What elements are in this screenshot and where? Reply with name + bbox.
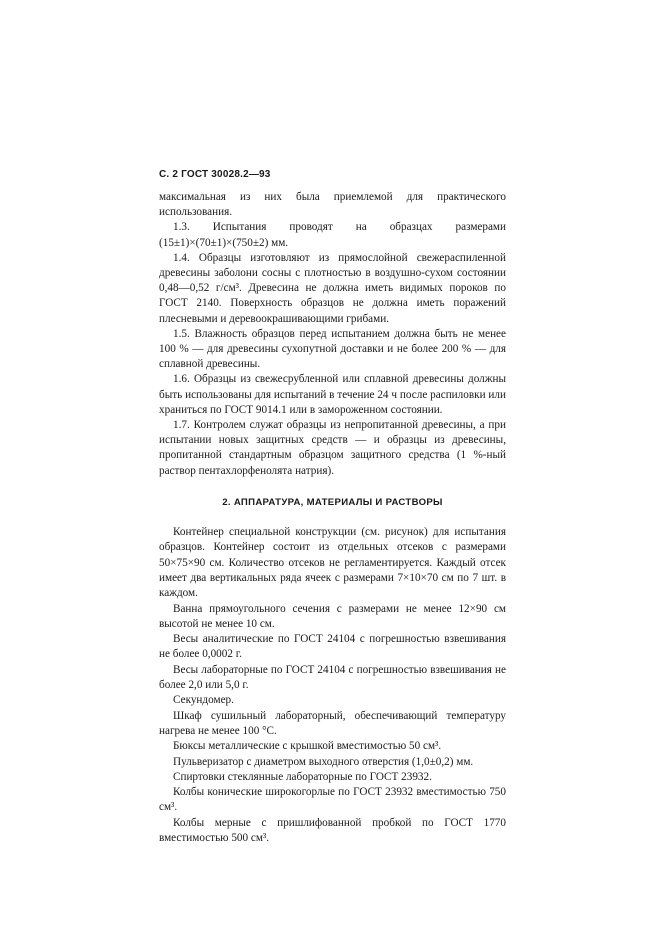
clause-1-3: 1.3. Испытания проводят на образцах размерами (15±1)×(70±1)×(750±2) мм. <box>159 221 506 249</box>
item-volumetric-flasks: Колбы мерные с пришлифованной пробкой по ГОСТ 1770 вместимостью 500 см³. <box>159 816 506 844</box>
item-bath: Ванна прямоугольного сечения с размерами не менее 12×90 см высотой не менее 10 см. <box>159 602 506 630</box>
item-sprayer: Пульверизатор с диаметром выходного отверстия (1,0±0,2) мм. <box>173 755 474 768</box>
item-container: Контейнер специальной конструкции (см. рисунок) для испытания образцов. Контейнер состоит из отдельных отсеков с размерами 50×75×90 см. Количество отсеков не регламентируется. Каждый отсек имеет два вертикальных ряда ячеек с размерами 7×10×70 см по 7 шт. в каждом. <box>159 526 506 600</box>
item-analytical-scales: Весы аналитические по ГОСТ 24104 с погрешностью взвешивания не более 0,0002 г. <box>159 633 506 661</box>
clause-1-5: 1.5. Влажность образцов перед испытанием должна быть не менее 100 % — для древесины сухопутной доставки и не более 200 % — для сплавной древесины. <box>159 327 506 371</box>
clause-1-7: 1.7. Контролем служат образцы из непропитанной древесины, а при испытании новых защитных средств — и образцы из древесины, пропитанной стандартным образцом защитного средства (1 %-ный раствор пентахлорфенолята натрия). <box>159 419 506 477</box>
item-conical-flasks: Колбы конические широкогорлые по ГОСТ 23932 вместимостью 750 см³. <box>159 786 506 814</box>
item-drying-cabinet: Шкаф сушильный лабораторный, обеспечивающий температуру нагрева не менее 100 °С. <box>159 709 506 737</box>
item-weighing-bottles: Бюксы металлические с крышкой вместимостью 50 см³. <box>173 740 442 753</box>
clause-1-4: 1.4. Образцы изготовляют из прямослойной свежераспиленной древесины заболони сосны с плотностью в воздушно-сухом состоянии 0,48—0,52 г/см³. Древесина не должна иметь видимых пороков по ГОСТ 2140. Поверхность образцов не должна иметь поражений плесневыми и деревоокрашивающими грибами. <box>159 251 506 325</box>
item-lab-scales: Весы лабораторные по ГОСТ 24104 с погрешностью взвешивания не более 2,0 или 5,0 г. <box>159 663 506 692</box>
item-spirit-lamps: Спиртовки стеклянные лабораторные по ГОСТ 23932. <box>173 770 432 783</box>
page-header: С. 2 ГОСТ 30028.2—93 <box>159 169 271 180</box>
clause-1-6: 1.6. Образцы из свежесрубленной или сплавной древесины должны быть использованы для испытаний в течение 24 ч после распиловки или храниться по ГОСТ 9014.1 или в замороженном состоянии. <box>159 373 506 416</box>
section-2-title: 2. АППАРАТУРА, МАТЕРИАЛЫ И РАСТВОРЫ <box>222 496 443 508</box>
item-stopwatch: Секундомер. <box>173 694 234 707</box>
continuation-paragraph: максимальная из них была приемлемой для практического использования. <box>159 191 506 219</box>
section-2-list <box>159 525 506 846</box>
document-body <box>159 190 506 846</box>
